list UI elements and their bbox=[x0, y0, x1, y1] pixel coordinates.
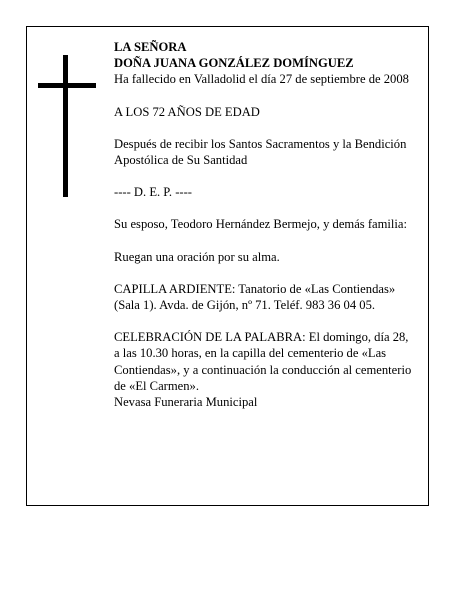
funeral-home-line: Nevasa Funeraria Municipal bbox=[114, 395, 258, 410]
rip-line: ---- D. E. P. ---- bbox=[114, 185, 192, 200]
age-line: A LOS 72 AÑOS DE EDAD bbox=[114, 104, 260, 119]
death-info: Ha fallecido en Valladolid el día 27 de septiembre de 2008 bbox=[114, 72, 409, 87]
prayer-line: Ruegan una oración por su alma. bbox=[114, 249, 280, 264]
obituary-text bbox=[114, 39, 414, 410]
cross-vertical-bar bbox=[63, 55, 68, 197]
ceremony-line: CELEBRACIÓN DE LA PALABRA: El domingo, día 28, a las 10.30 horas, en la capilla del cementerio de «Las Contiendas», y a continuación la conducción al cementerio de «El Carmen». bbox=[114, 330, 412, 393]
chapel-line: CAPILLA ARDIENTE: Tanatorio de «Las Contiendas» (Sala 1). Avda. de Gijón, nº 71. Teléf. 983 36 04 05. bbox=[114, 281, 396, 313]
title-line-1: LA SEÑORA bbox=[114, 40, 187, 54]
sacraments-line: Después de recibir los Santos Sacramentos y la Bendición Apostólica de Su Santidad bbox=[114, 136, 407, 168]
cross-horizontal-bar bbox=[38, 83, 96, 88]
deceased-name: DOÑA JUANA GONZÁLEZ DOMÍNGUEZ bbox=[114, 56, 354, 71]
family-line: Su esposo, Teodoro Hernández Bermejo, y demás familia: bbox=[114, 217, 408, 232]
